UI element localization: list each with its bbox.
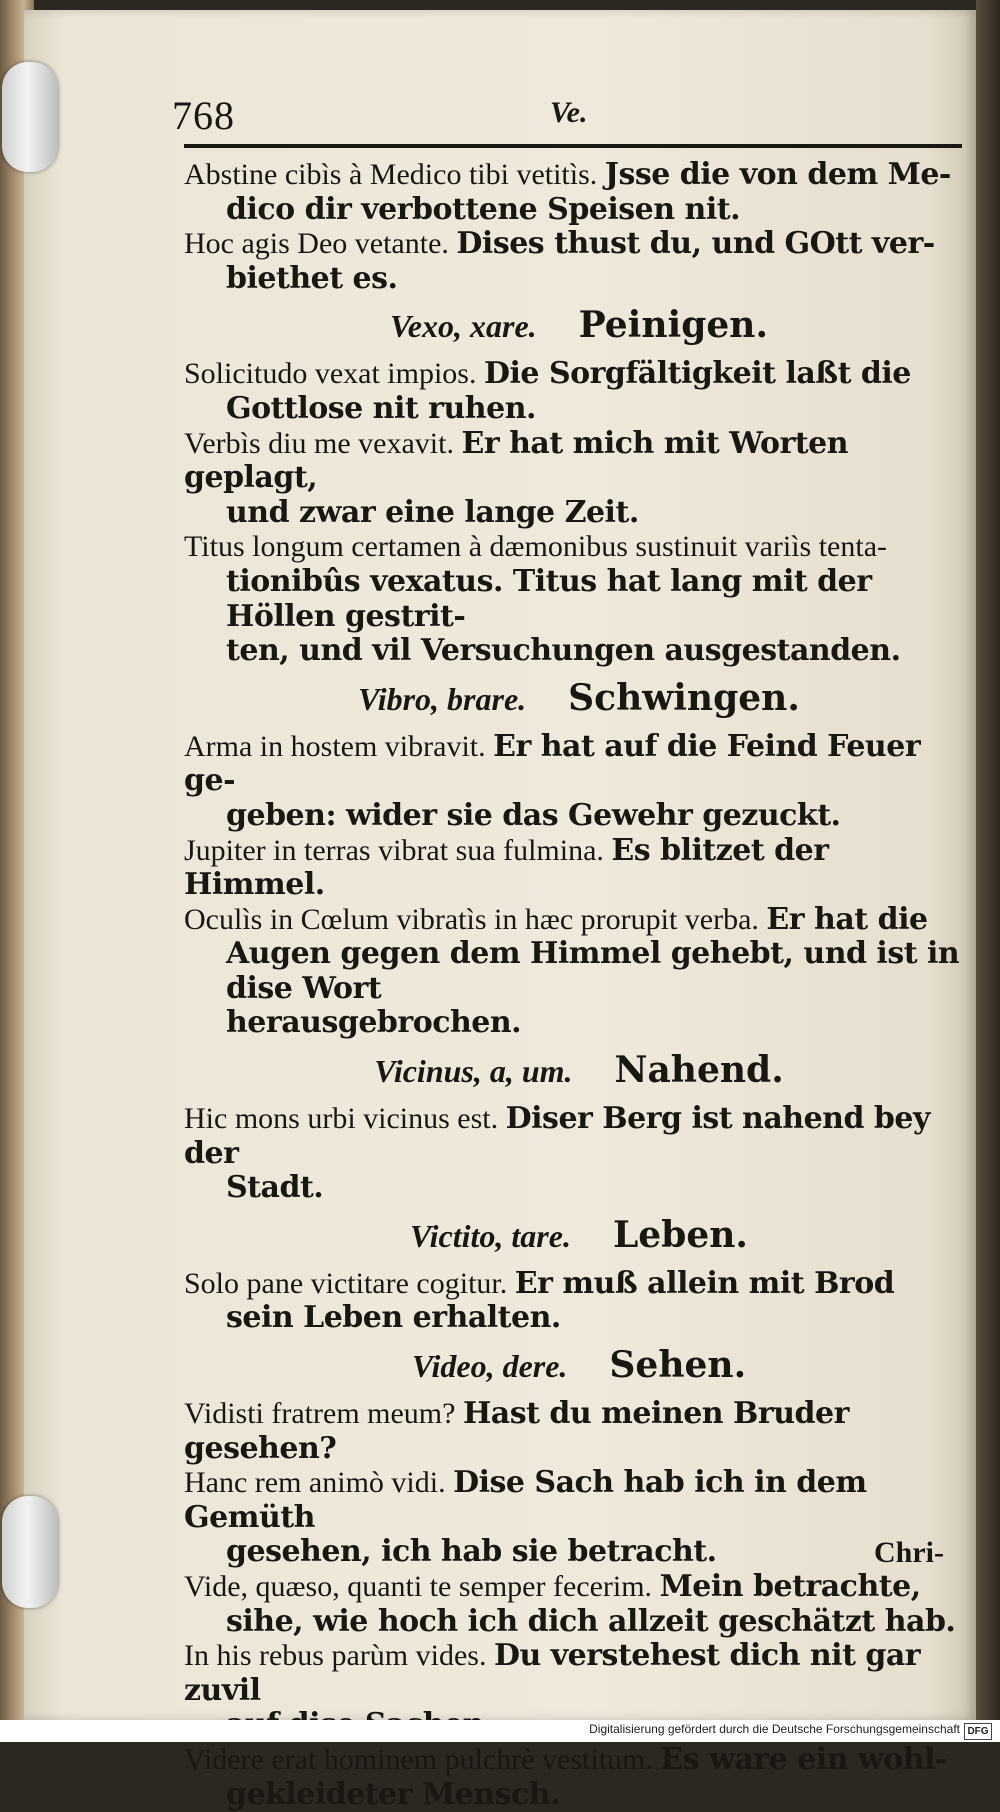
entry-continuation: dico dir verbottene Speisen nit. (226, 191, 741, 227)
entry-continuation: sein Leben erhalten. (226, 1300, 561, 1336)
headword (184, 1344, 974, 1387)
headword-german: Schwingen. (568, 676, 800, 719)
page-shadow (976, 0, 1000, 1742)
entry-continuation: Gottlose nit ruhen. (226, 390, 536, 426)
entry-continuation: herausgebrochen. (226, 1005, 522, 1041)
entry-continuation: tionibûs vexatus. Titus hat lang mit der Höllen gestrit- (226, 563, 872, 634)
entry-continuation: gesehen, ich hab sie betracht. (226, 1534, 717, 1570)
entry-continuation: biethet es. (226, 260, 398, 296)
entry-german: Dises thust du, und GOtt ver- (456, 226, 935, 262)
entry-latin: In his rebus parùm vides. (184, 1639, 487, 1673)
entry (184, 530, 974, 668)
entry-german: Hast du meinen Bruder gesehen? (184, 1396, 849, 1466)
entry-latin: Abstine cibìs à Medico tibi vetitìs. (184, 158, 598, 191)
headword (184, 1049, 974, 1092)
entry-latin: Oculìs in Cœlum vibratìs in hæc prorupit verba. (184, 902, 759, 936)
entry (184, 1466, 974, 1570)
footer-credit: Digitalisierung gefördert durch die Deutsche Forschungsgemeinschaft (589, 1722, 960, 1736)
entry-latin: Hoc agis Deo vetante. (184, 227, 449, 261)
entry-latin: Arma in hostem vibravit. (184, 729, 486, 763)
entry (184, 1743, 974, 1812)
page-number: 768 (172, 93, 235, 138)
entry-german: Dise Sach hab ich in dem Gemüth (184, 1465, 867, 1535)
entry-latin: Vidisti fratrem meum? (184, 1397, 456, 1431)
headword-latin: Vexo, xare. (390, 308, 537, 345)
entry-latin: Hanc rem animò vidi. (184, 1466, 446, 1500)
entry-german: Er hat die (766, 901, 928, 937)
headword (184, 1214, 974, 1257)
entry-german: Jsse die von dem Me- (604, 157, 951, 192)
headword (184, 304, 974, 347)
entry-latin: Verbìs diu me vexavit. (184, 426, 454, 460)
headword-german: Nahend. (614, 1049, 784, 1092)
entry-continuation: gekleideter Mensch. (226, 1776, 561, 1812)
header-rule (184, 144, 962, 148)
headword-latin: Vibro, brare. (358, 680, 527, 717)
entry-latin: Hic mons urbi vicinus est. (184, 1102, 499, 1136)
page-header (172, 92, 962, 136)
entry-continuation: sihe, wie hoch ich dich allzeit geschätzt hab. (226, 1603, 956, 1639)
entry-continuation: und zwar eine lange Zeit. (226, 494, 639, 530)
entry-german: Er hat auf die Feind Feuer ge- (184, 728, 921, 799)
page-clip-bottom (2, 1496, 58, 1608)
entry (184, 158, 974, 227)
entry-latin: Jupiter in terras vibrat sua fulmina. (184, 833, 604, 867)
entry-latin: Solicitudo vexat impios. (184, 357, 477, 391)
entry-continuation: Augen gegen dem Himmel gehebt, und ist in dise Wort (226, 936, 960, 1006)
entry-german: Du verstehest dich nit gar zuvil (184, 1638, 921, 1708)
entry-german: Diser Berg ist nahend bey der (184, 1101, 930, 1171)
entry (184, 903, 974, 1041)
headword-latin: Victito, tare. (410, 1217, 571, 1254)
entry-latin: Titus longum certamen à dæmonibus sustinuit variìs tenta- (184, 530, 888, 564)
headword (184, 677, 974, 720)
entry-german: Mein betrachte, (659, 1569, 921, 1604)
entry-german: Er hat mich mit Worten geplagt, (184, 425, 849, 496)
entry (184, 730, 974, 834)
entry (184, 357, 974, 426)
entry-continuation: ten, und vil Versuchungen ausgestanden. (226, 633, 901, 669)
page-clip-top (2, 62, 58, 172)
entry (184, 1267, 974, 1336)
entry-latin: Videre erat hominem pulchrè vestitum. (184, 1742, 653, 1776)
entry (184, 1570, 974, 1639)
entry (184, 834, 974, 903)
entry-continuation: geben: wider sie das Gewehr gezuckt. (226, 797, 841, 833)
headword-german: Leben. (612, 1213, 748, 1256)
dictionary-text (184, 158, 974, 1812)
entry-german: Es blitzet der Himmel. (184, 832, 829, 903)
dfg-logo-icon: DFG (964, 1723, 992, 1740)
headword-latin: Vicinus, a, um. (374, 1053, 573, 1090)
catchword: Chri- (874, 1536, 944, 1569)
entry (184, 1397, 974, 1466)
entry-latin: Solo pane victitare cogitur. (184, 1266, 508, 1300)
entry-german: Es ware ein wohl- (660, 1741, 947, 1777)
running-head: Ve. (550, 96, 588, 129)
entry (184, 427, 974, 531)
entry-latin: Vide, quæso, quanti te semper fecerim. (184, 1570, 653, 1603)
headword-german: Peinigen. (578, 304, 768, 347)
headword-german: Sehen. (609, 1344, 747, 1387)
entry (184, 227, 974, 296)
headword-latin: Video, dere. (411, 1348, 568, 1385)
entry (184, 1102, 974, 1206)
entry-continuation: Stadt. (226, 1170, 324, 1206)
entry-german: Die Sorgfältigkeit laßt die (484, 356, 911, 392)
entry-german: Er muß allein mit Brod (514, 1265, 895, 1301)
